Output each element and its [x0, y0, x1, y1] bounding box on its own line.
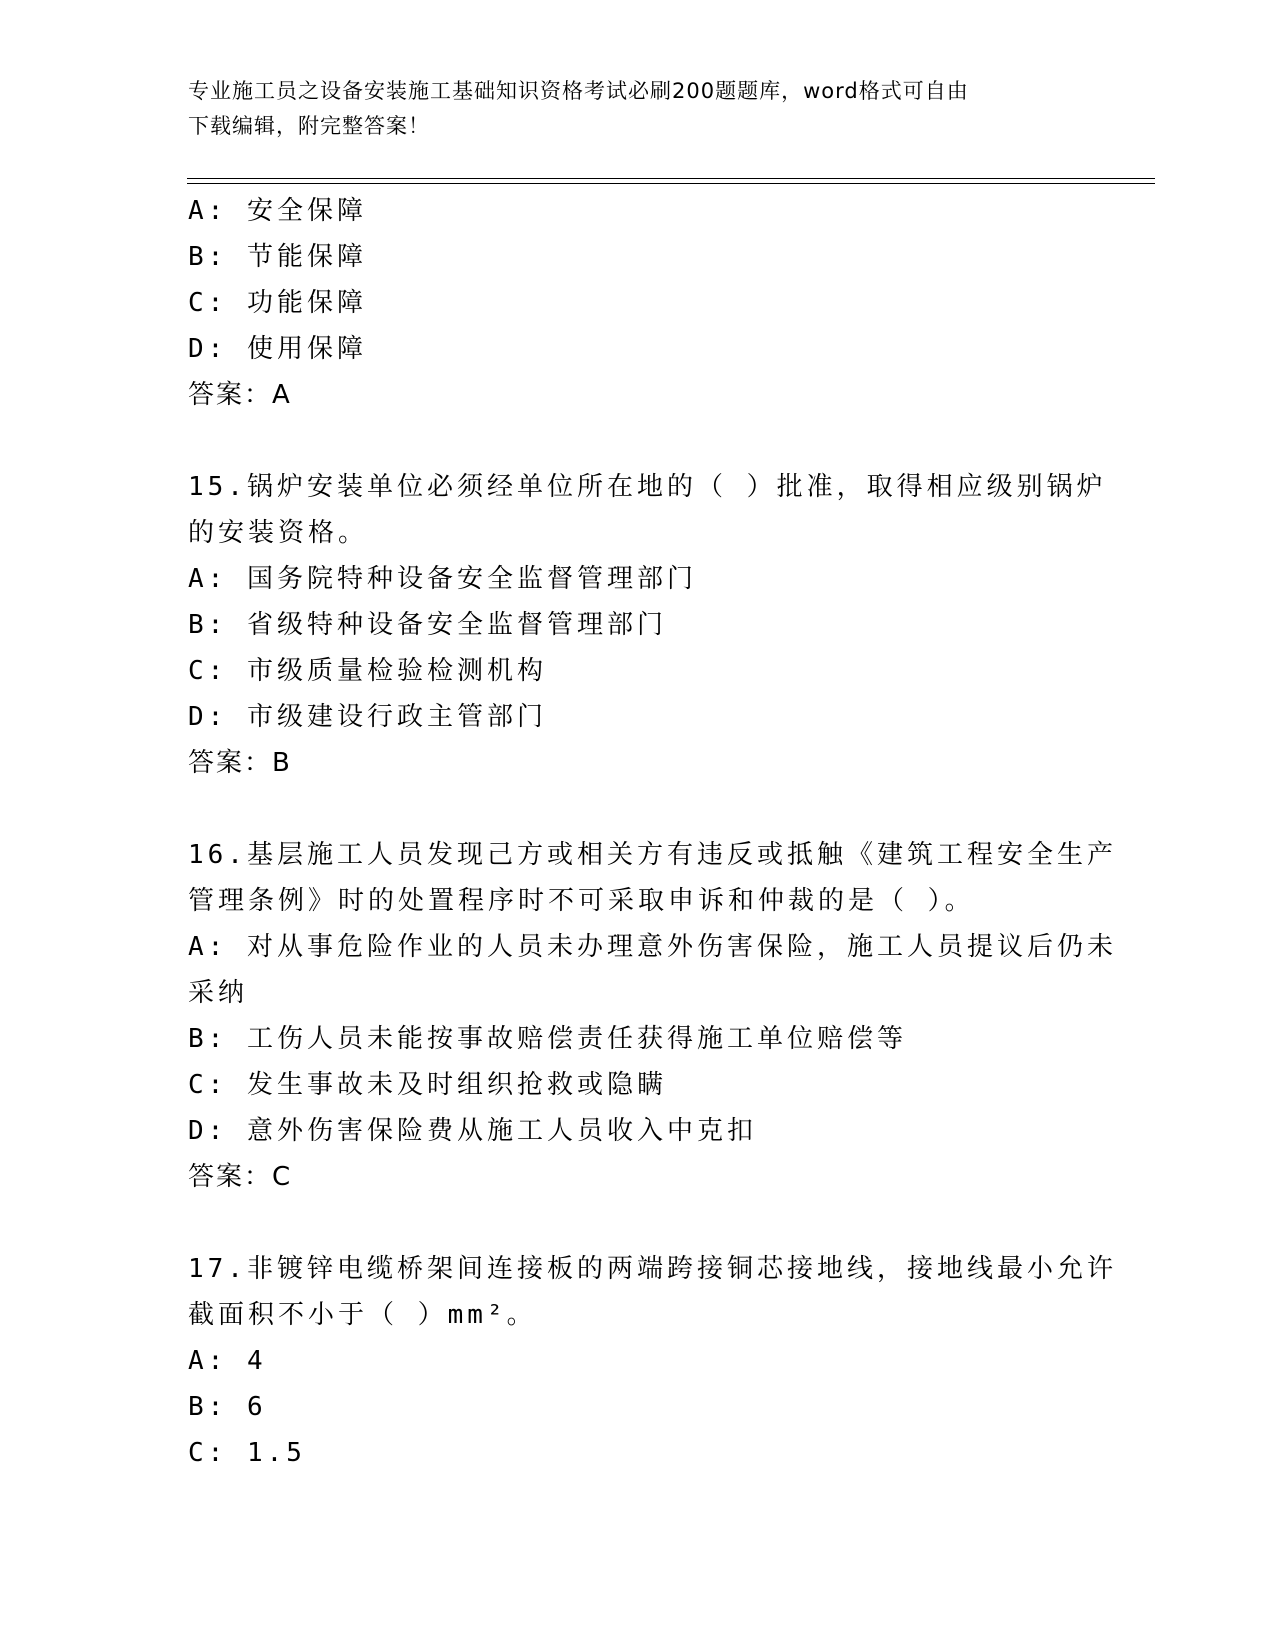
question-stem: 17.非镀锌电缆桥架间连接板的两端跨接铜芯接地线，接地线最小允许 [188, 1254, 1117, 1284]
option-c: C: 发生事故未及时组织抢救或隐瞒 [188, 1070, 667, 1100]
option-c: C: 1.5 [188, 1438, 306, 1468]
option-c: C: 功能保障 [188, 288, 367, 318]
option-d: D: 意外伤害保险费从施工人员收入中克扣 [188, 1116, 757, 1146]
spacer [188, 418, 1088, 464]
answer-text: 答案：C [188, 1162, 293, 1192]
option-a: A: 对从事危险作业的人员未办理意外伤害保险，施工人员提议后仍未 [188, 932, 1117, 962]
header-line-1: 专业施工员之设备安装施工基础知识资格考试必刷200题题库，word格式可自由 [188, 79, 969, 103]
question-stem-cont: 管理条例》时的处置程序时不可采取申诉和仲裁的是（ ）。 [188, 886, 975, 916]
option-a: A: 安全保障 [188, 196, 367, 226]
spacer [188, 786, 1088, 832]
question-stem-cont: 的安装资格。 [188, 518, 369, 548]
header-rule-bottom [187, 183, 1155, 184]
question-14-block [188, 188, 1088, 418]
option-a: A: 国务院特种设备安全监督管理部门 [188, 564, 697, 594]
question-list [188, 188, 1117, 1476]
option-b: B: 节能保障 [188, 242, 367, 272]
option-d: D: 使用保障 [188, 334, 367, 364]
header-rule-top [187, 178, 1155, 179]
question-16-block [188, 832, 1117, 1200]
spacer [188, 1200, 1088, 1246]
question-stem: 16.基层施工人员发现己方或相关方有违反或抵触《建筑工程安全生产 [188, 840, 1117, 870]
option-b: B: 省级特种设备安全监督管理部门 [188, 610, 667, 640]
question-17-block [188, 1246, 1117, 1476]
question-15-block [188, 464, 1107, 786]
option-a: A: 4 [188, 1346, 267, 1376]
option-a-cont: 采纳 [188, 978, 249, 1008]
question-stem-cont: 截面积不小于（ ）mm²。 [188, 1300, 537, 1330]
answer-text: 答案：A [188, 380, 292, 410]
header-line-2: 下载编辑，附完整答案！ [188, 114, 430, 138]
answer-text: 答案：B [188, 748, 292, 778]
option-d: D: 市级建设行政主管部门 [188, 702, 547, 732]
document-header [188, 74, 1068, 144]
option-b: B: 6 [188, 1392, 267, 1422]
option-c: C: 市级质量检验检测机构 [188, 656, 547, 686]
option-b: B: 工伤人员未能按事故赔偿责任获得施工单位赔偿等 [188, 1024, 907, 1054]
question-stem: 15.锅炉安装单位必须经单位所在地的（ ）批准，取得相应级别锅炉 [188, 472, 1107, 502]
